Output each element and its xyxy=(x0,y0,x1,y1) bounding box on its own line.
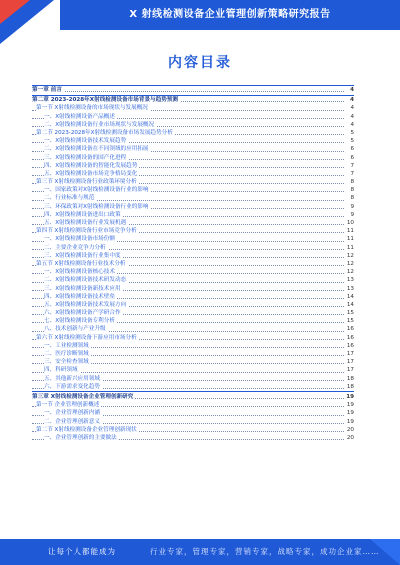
toc-subsection[interactable] xyxy=(32,309,354,317)
table-of-contents xyxy=(32,84,354,442)
toc-entry-text: 二、主要企业竞争力分析 xyxy=(44,244,106,251)
toc-entry-text: 四、科研领域 xyxy=(44,367,78,374)
report-title-banner: X 射线检测设备企业管理创新策略研究报告 xyxy=(60,0,400,30)
toc-section[interactable] xyxy=(32,260,354,268)
toc-entry-text: 二、医疗诊断领域 xyxy=(44,351,89,357)
toc-chapter[interactable] xyxy=(32,96,354,104)
toc-subsection[interactable] xyxy=(32,268,354,276)
toc-entry-text: 二、行业标准与规范 xyxy=(44,195,95,202)
toc-page-number: 12 xyxy=(346,269,354,276)
toc-entry-text: 八、技术创新与产业升级 xyxy=(44,326,106,333)
toc-subsection[interactable] xyxy=(32,358,354,366)
toc-page-number: 17 xyxy=(346,359,354,366)
toc-section[interactable] xyxy=(32,104,354,112)
toc-entry-text: 二、X射线检测设备技术研发动态 xyxy=(44,277,127,284)
toc-chapter[interactable] xyxy=(32,393,354,401)
toc-entry-text: 一、工业检测领域 xyxy=(44,342,89,349)
toc-page-number: 8 xyxy=(350,179,354,186)
toc-entry-text: 第五节 X射线检测设备行业技术分析 xyxy=(36,260,126,267)
toc-page-number: 14 xyxy=(346,293,354,300)
toc-page-number: 20 xyxy=(346,434,354,441)
toc-chapter[interactable] xyxy=(32,86,354,94)
toc-entry-text: 三、环保政策对X射线检测设备行业的影响 xyxy=(44,203,149,210)
toc-subsection[interactable] xyxy=(32,383,354,391)
toc-page-number: 8 xyxy=(350,187,354,194)
toc-entry-text: 一、企业管理创新内涵 xyxy=(44,410,100,417)
toc-subsection[interactable] xyxy=(32,211,354,219)
toc-entry-text: 第三节 X射线检测设备行业政策环境分析 xyxy=(36,179,137,186)
toc-entry-text: 第一节 企业管理创新概述 xyxy=(36,402,100,409)
toc-entry-text: 第二节 X射线检测设备企业管理创新现状 xyxy=(36,426,137,433)
toc-subsection[interactable] xyxy=(32,293,354,301)
toc-page-number: 11 xyxy=(346,228,354,235)
toc-entry-text: 五、其他新兴应用领域 xyxy=(44,375,100,382)
toc-entry-text: 一、X射线检测设备核心技术 xyxy=(44,269,115,276)
toc-page-number: 4 xyxy=(350,113,354,120)
toc-page-number: 13 xyxy=(346,277,354,284)
toc-entry-text: 二、X射线检测设备在不同领域的应用拓展 xyxy=(44,146,149,153)
toc-page-number: 18 xyxy=(346,383,354,390)
toc-subsection[interactable] xyxy=(32,276,354,284)
toc-page-number: 11 xyxy=(346,244,354,251)
toc-subsection[interactable] xyxy=(32,170,354,178)
toc-subsection[interactable] xyxy=(32,235,354,243)
toc-entry-text: 一、X射线检测设备产品概述 xyxy=(44,113,115,120)
toc-entry-text: 第六节 X射线检测设备下游应用市场分析 xyxy=(36,334,137,341)
toc-subsection[interactable] xyxy=(32,145,354,153)
toc-page-number: 19 xyxy=(346,393,354,400)
corner-decoration xyxy=(0,0,54,44)
toc-subsection[interactable] xyxy=(32,244,354,252)
toc-subsection[interactable] xyxy=(32,113,354,121)
toc-section[interactable] xyxy=(32,227,354,235)
footer-brand: 让每个人都能成为 xyxy=(48,547,116,556)
toc-entry-text: 一、企业管理创新的主要做法 xyxy=(44,434,117,441)
toc-page-number: 4 xyxy=(350,121,354,128)
toc-entry-text: 五、X射线检测设备技术发展方向 xyxy=(44,301,127,308)
toc-entry-text: 第一节 X射线检测设备的市场现状与发展概况 xyxy=(36,105,148,112)
toc-entry-text: 五、X射线检测设备市场竞争格局变化 xyxy=(44,170,138,177)
toc-subsection[interactable] xyxy=(32,285,354,293)
toc-entry-text: 六、下游需求变化趋势 xyxy=(44,383,100,390)
toc-section[interactable] xyxy=(32,401,354,409)
toc-subsection[interactable] xyxy=(32,137,354,145)
toc-page-number: 15 xyxy=(346,318,354,325)
toc-title: 内容目录 xyxy=(168,55,232,71)
toc-page-number: 19 xyxy=(346,418,354,425)
toc-page-number: 4 xyxy=(350,105,354,112)
toc-page-number: 5 xyxy=(350,138,354,145)
toc-entry-text: 三、X射线检测设备行业集中度 xyxy=(44,252,121,259)
toc-page-number: 11 xyxy=(346,236,354,243)
toc-page-number: 19 xyxy=(346,410,354,417)
toc-section[interactable] xyxy=(32,178,354,186)
toc-entry-text: 四、X射线检测设备的智能化发展趋势 xyxy=(44,162,138,169)
toc-subsection[interactable] xyxy=(32,317,354,325)
toc-page-number: 17 xyxy=(346,367,354,374)
toc-subsection[interactable] xyxy=(32,375,354,383)
toc-page-number: 5 xyxy=(350,129,354,136)
toc-subsection[interactable] xyxy=(32,434,354,442)
toc-page-number: 15 xyxy=(346,310,354,317)
toc-entry-text: 第二章 2023-2028年X射线检测设备市场背景与趋势预测 xyxy=(32,97,179,104)
toc-subsection[interactable] xyxy=(32,366,354,374)
toc-subsection[interactable] xyxy=(32,219,354,227)
toc-entry-text: 二、企业管理创新意义 xyxy=(44,418,100,425)
toc-section[interactable] xyxy=(32,334,354,342)
toc-page-number: 6 xyxy=(350,146,354,153)
toc-page-number: 8 xyxy=(350,195,354,202)
toc-section[interactable] xyxy=(32,129,354,137)
toc-entry-text: 四、X射线检测设备进出口政策 xyxy=(44,211,121,218)
toc-entry-text: 三、安全检查领域 xyxy=(44,359,89,366)
toc-page-number: 4 xyxy=(350,97,354,104)
toc-page-number: 16 xyxy=(346,326,354,333)
toc-entry-text: 七、X射线检测设备专利分析 xyxy=(44,318,115,325)
dot-leader xyxy=(32,91,344,92)
footer-bar xyxy=(0,539,400,565)
toc-page-number: 13 xyxy=(346,285,354,292)
toc-entry-text: 一、国家政策对X射线检测设备行业的影响 xyxy=(44,187,149,194)
toc-page-number: 12 xyxy=(346,260,354,267)
toc-subsection[interactable] xyxy=(32,162,354,170)
toc-entry-text: 一、X射线检测设备市场份额 xyxy=(44,236,115,243)
toc-section[interactable] xyxy=(32,426,354,434)
toc-subsection[interactable] xyxy=(32,121,354,129)
toc-entry-text: 第一章 前言 xyxy=(32,87,62,93)
toc-entry-text: 第四节 X射线检测设备行业市场竞争分析 xyxy=(36,228,137,235)
footer-slant-decoration xyxy=(370,539,400,565)
toc-subsection[interactable] xyxy=(32,301,354,309)
toc-subsection[interactable] xyxy=(32,186,354,194)
toc-entry-text: 四、X射线检测设备技术壁垒 xyxy=(44,293,115,300)
toc-entry-text: 第二节 2023-2028年X射线检测设备市场发展趋势分析 xyxy=(36,129,173,136)
toc-entry-text: 六、X射线检测设备产学研合作 xyxy=(44,310,121,317)
toc-entry-text: 第三章 X射线检测设备企业管理创新研究 xyxy=(32,393,134,400)
toc-page-number: 6 xyxy=(350,154,354,161)
toc-page-number: 9 xyxy=(350,211,354,218)
toc-subsection[interactable] xyxy=(32,342,354,350)
toc-page-number: 16 xyxy=(346,342,354,349)
footer-slogan: 行业专家，管理专家，营销专家，战略专家，成功企业家…… xyxy=(150,547,380,556)
toc-page-number: 12 xyxy=(346,252,354,259)
toc-page-number: 4 xyxy=(350,87,354,93)
toc-entry-text: 一、X射线检测设备技术发展趋势 xyxy=(44,138,127,145)
toc-subsection[interactable] xyxy=(32,350,354,358)
toc-subsection[interactable] xyxy=(32,194,354,202)
toc-subsection[interactable] xyxy=(32,418,354,426)
toc-page-number: 10 xyxy=(346,220,354,226)
toc-subsection[interactable] xyxy=(32,325,354,333)
toc-entry-text: 三、X射线检测设备新技术应用 xyxy=(44,285,121,292)
toc-subsection[interactable] xyxy=(32,252,354,260)
toc-page-number: 9 xyxy=(350,203,354,210)
toc-subsection[interactable] xyxy=(32,409,354,417)
toc-page-number: 7 xyxy=(350,162,354,169)
toc-page-number: 20 xyxy=(346,426,354,433)
toc-entry-text: 五、X射线检测设备行业发展机遇 xyxy=(44,220,127,226)
toc-entry-text: 三、X射线检测设备的国产化进程 xyxy=(44,154,127,161)
toc-subsection[interactable] xyxy=(32,203,354,211)
toc-entry-text: 二、X射线检测设备行业市场现状与发展概况 xyxy=(44,121,155,128)
toc-page-number: 14 xyxy=(346,301,354,308)
toc-page-number: 18 xyxy=(346,375,354,382)
toc-page-number: 19 xyxy=(346,402,354,409)
toc-page-number: 17 xyxy=(346,351,354,357)
toc-page-number: 7 xyxy=(350,170,354,177)
toc-subsection[interactable] xyxy=(32,154,354,162)
toc-page-number: 16 xyxy=(346,334,354,341)
